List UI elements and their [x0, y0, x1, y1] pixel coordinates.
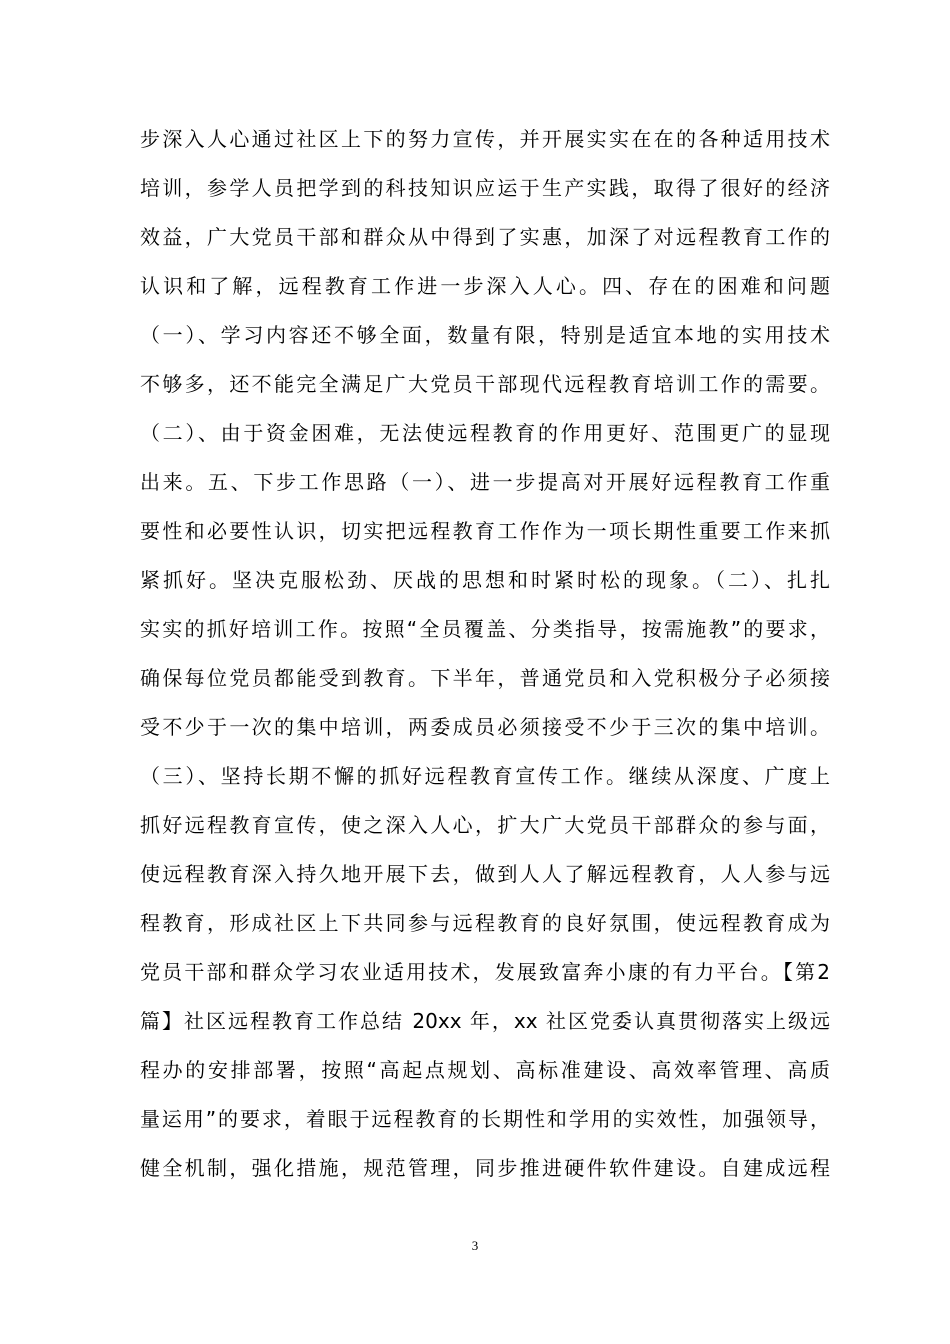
- text-line: 受不少于一次的集中培训，两委成员必须接受不少于三次的集中培训。: [140, 715, 830, 739]
- text-line: 要性和必要性认识，切实把远程教育工作作为一项长期性重要工作来抓: [140, 519, 830, 543]
- text-line: 程办的安排部署，按照“高起点规划、高标准建设、高效率管理、高质: [140, 1058, 830, 1082]
- text-line: 量运用”的要求，着眼于远程教育的长期性和学用的实效性，加强领导，: [140, 1107, 830, 1131]
- text-line: 出来。五、下步工作思路（一）、进一步提高对开展好远程教育工作重: [140, 470, 830, 494]
- text-line: （三）、坚持长期不懈的抓好远程教育宣传工作。继续从深度、广度上: [140, 764, 830, 788]
- text-line: 步深入人心通过社区上下的努力宣传，并开展实实在在的各种适用技术: [140, 127, 830, 151]
- text-line: 程教育，形成社区上下共同参与远程教育的良好氛围，使远程教育成为: [140, 911, 830, 935]
- text-line: （二）、由于资金困难，无法使远程教育的作用更好、范围更广的显现: [140, 421, 830, 445]
- text-line: （一）、学习内容还不够全面，数量有限，特别是适宜本地的实用技术: [140, 323, 830, 347]
- text-line: 健全机制，强化措施，规范管理，同步推进硬件软件建设。自建成远程: [140, 1156, 830, 1180]
- body-text: [140, 115, 830, 1193]
- text-line: 效益，广大党员干部和群众从中得到了实惠，加深了对远程教育工作的: [140, 225, 830, 249]
- text-line: 确保每位党员都能受到教育。下半年，普通党员和入党积极分子必须接: [140, 666, 830, 690]
- text-line: 党员干部和群众学习农业适用技术，发展致富奔小康的有力平台。【第2: [140, 960, 830, 984]
- text-line: 不够多，还不能完全满足广大党员干部现代远程教育培训工作的需要。: [140, 372, 830, 396]
- text-line: 认识和了解，远程教育工作进一步深入人心。四、存在的困难和问题: [140, 274, 830, 298]
- text-line: 抓好远程教育宣传，使之深入人心，扩大广大党员干部群众的参与面，: [140, 813, 830, 837]
- text-line: 篇】社区远程教育工作总结 20xx 年，xx 社区党委认真贯彻落实上级远: [140, 1009, 830, 1033]
- text-line: 使远程教育深入持久地开展下去，做到人人了解远程教育，人人参与远: [140, 862, 830, 886]
- text-line: 紧抓好。坚决克服松劲、厌战的思想和时紧时松的现象。（二）、扎扎: [140, 568, 830, 592]
- text-line: 实实的抓好培训工作。按照“全员覆盖、分类指导，按需施教”的要求，: [140, 617, 830, 641]
- page-number: 3: [471, 1238, 479, 1253]
- text-line: 培训，参学人员把学到的科技知识应运于生产实践，取得了很好的经济: [140, 176, 830, 200]
